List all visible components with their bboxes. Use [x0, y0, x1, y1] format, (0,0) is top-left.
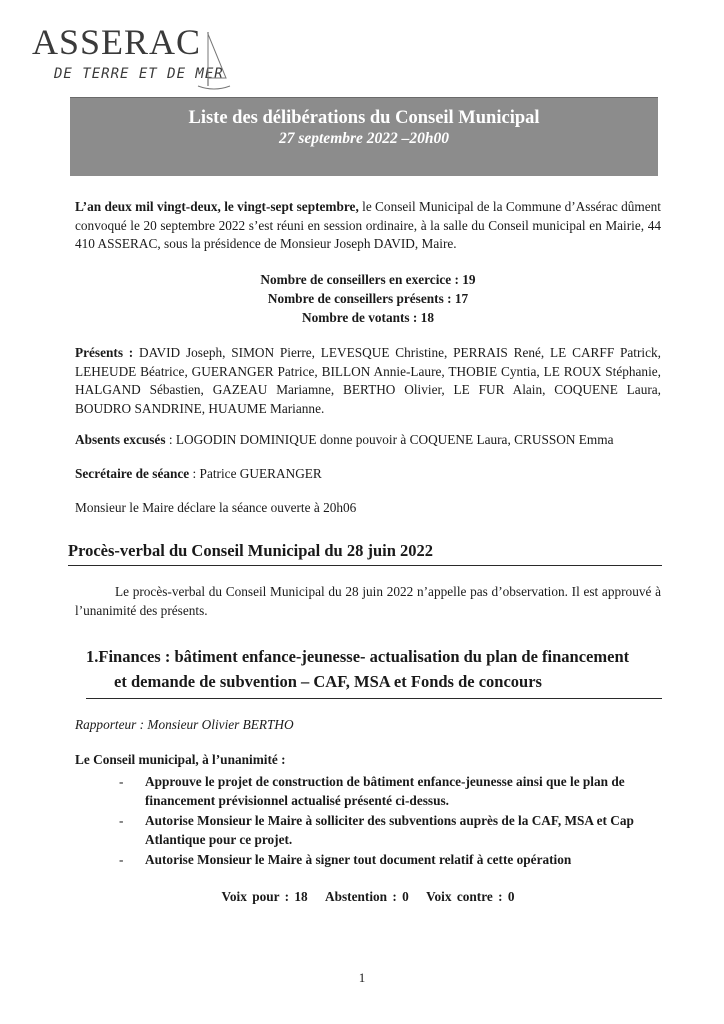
- secretaire-text: : Patrice GUERANGER: [189, 466, 322, 481]
- item1-heading: [86, 644, 662, 699]
- decision-block: [75, 751, 661, 869]
- decision-item: - Autorise Monsieur le Maire à solliciter des subventions auprès de la CAF, MSA et Cap Atlantique pour ce projet.: [119, 812, 634, 847]
- presents-list: DAVID Joseph, SIMON Pierre, LEVESQUE Christine, PERRAIS René, LE CARFF Patrick, LEHEUDE Béatrice, GUERANGER Patrice, BILLON Annie-Laure, THOBIE Cyntia, LE ROUX Stéphanie, HALGAND Sébastien, GAZEAU Mariamne, BERTHO Olivier, LE FUR Alain, COQUENE Laura, BOUDRO SANDRINE, HUAUME Marianne.: [75, 345, 661, 416]
- item1-heading-line1: 1.Finances : bâtiment enfance-jeunesse- actualisation du plan de financement: [86, 647, 630, 666]
- decision-item: - Autorise Monsieur le Maire à signer tout document relatif à cette opération: [119, 851, 572, 867]
- absents-text: : LOGODIN DOMINIQUE donne pouvoir à COQUENE Laura, CRUSSON Emma: [165, 432, 614, 447]
- count-exercice: Nombre de conseillers en exercice : 19: [260, 272, 476, 287]
- votes-abstention: Abstention : 0: [325, 889, 409, 904]
- decision-item: - Approuve le projet de construction de bâtiment enfance-jeunesse ainsi que le plan de financement prévisionnel actualisé présenté ci-dessus.: [119, 773, 625, 808]
- count-presents: Nombre de conseillers présents : 17: [267, 291, 469, 306]
- logo-tagline: DE TERRE ET DE MER: [54, 66, 224, 82]
- pv-heading: Procès-verbal du Conseil Municipal du 28 juin 2022: [68, 541, 662, 566]
- count-votants: Nombre de votants : 18: [302, 310, 434, 325]
- secretaire-paragraph: [75, 465, 661, 484]
- presents-paragraph: [75, 344, 661, 418]
- vote-results: [75, 889, 661, 905]
- decision-list: [75, 772, 661, 870]
- session-date: 27 septembre 2022 –20h00: [278, 130, 450, 147]
- rapporteur: Rapporteur : Monsieur Olivier BERTHO: [75, 717, 294, 732]
- decision-lead: Le Conseil municipal, à l’unanimité :: [75, 752, 286, 767]
- logo-name: ASSERAC: [32, 22, 202, 62]
- document-title: Liste des délibérations du Conseil Municipal: [188, 108, 540, 128]
- presents-label: Présents :: [75, 345, 134, 360]
- intro-text: le Conseil Municipal de la Commune d’Assérac dûment convoqué le 20 septembre 2022 s’est réuni en session ordinaire, à la salle du Conseil municipal en Mairie, 44 410 ASSERAC, sous la présidence de Monsieur Joseph DAVID, Maire.: [75, 199, 661, 251]
- intro-paragraph: [75, 198, 661, 254]
- sailboat-icon: [194, 28, 234, 94]
- votes-against: Voix contre : 0: [426, 889, 515, 904]
- title-banner: [70, 97, 658, 176]
- intro-lead: L’an deux mil vingt-deux, le vingt-sept septembre,: [75, 199, 359, 214]
- absents-label: Absents excusés: [75, 432, 166, 447]
- absents-paragraph: [75, 431, 661, 450]
- item1-heading-line2: et demande de subvention – CAF, MSA et Fonds de concours: [114, 672, 542, 691]
- council-counts: [75, 270, 661, 327]
- asserac-logo: [32, 22, 242, 92]
- pv-paragraph: Le procès-verbal du Conseil Municipal du 28 juin 2022 n’appelle pas d’observation. Il est approuvé à l’unanimité des présents.: [75, 584, 661, 618]
- secretaire-label: Secrétaire de séance: [75, 466, 190, 481]
- opening-statement: Monsieur le Maire déclare la séance ouverte à 20h06: [75, 500, 357, 515]
- page-number: 1: [358, 970, 366, 985]
- votes-for: Voix pour : 18: [221, 889, 308, 904]
